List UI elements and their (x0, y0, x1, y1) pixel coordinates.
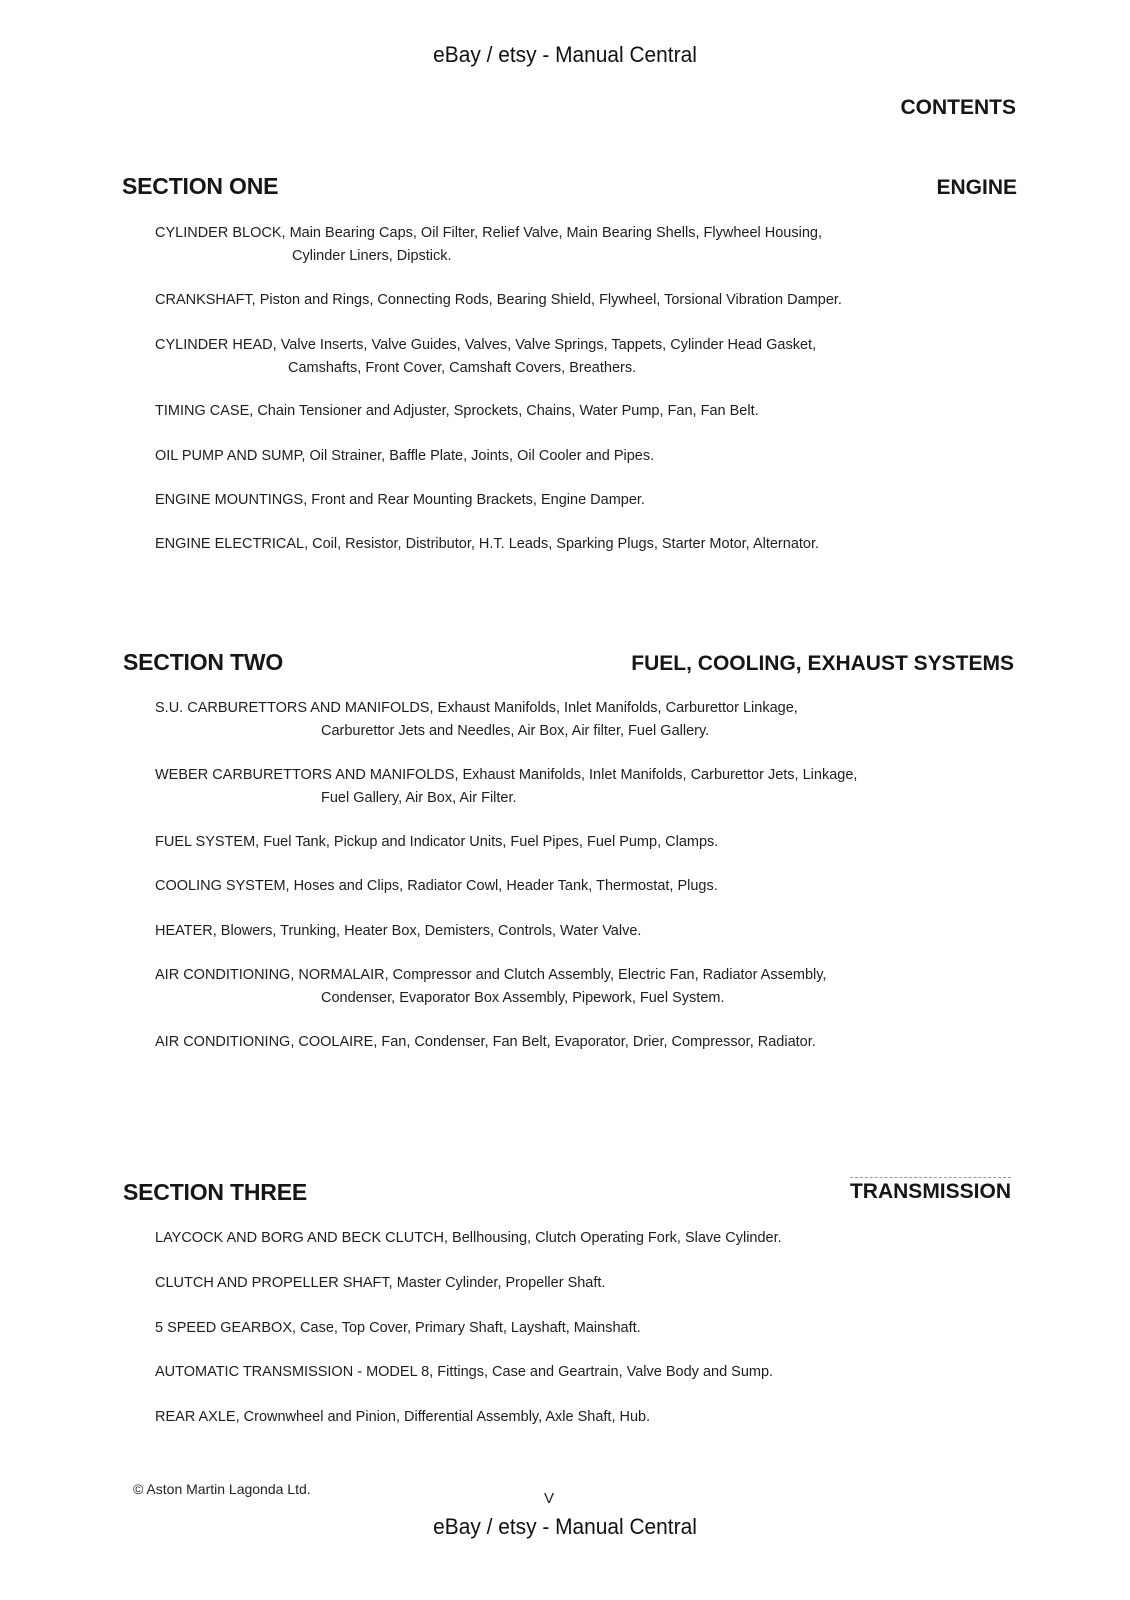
toc-entry: LAYCOCK AND BORG AND BECK CLUTCH, Bellhousing, Clutch Operating Fork, Slave Cylinder. (155, 1230, 782, 1246)
page-number: V (544, 1490, 555, 1507)
toc-entry (155, 334, 816, 380)
section-two-label: SECTION TWO (123, 649, 284, 675)
toc-entry (155, 964, 826, 1010)
section-three-title-text: TRANSMISSION (849, 1180, 1011, 1203)
toc-entry: CRANKSHAFT, Piston and Rings, Connecting Rods, Bearing Shield, Flywheel, Torsional Vibration Damper. (155, 292, 842, 308)
toc-entry (155, 697, 798, 743)
scan-overline (850, 1177, 1011, 1178)
section-one-title: ENGINE (936, 176, 1017, 199)
toc-entry: TIMING CASE, Chain Tensioner and Adjuster, Sprockets, Chains, Water Pump, Fan, Fan Belt. (155, 403, 759, 419)
toc-entry: OIL PUMP AND SUMP, Oil Strainer, Baffle Plate, Joints, Oil Cooler and Pipes. (155, 448, 655, 464)
entry-line: CYLINDER HEAD, Valve Inserts, Valve Guides, Valves, Valve Springs, Tappets, Cylinder Head Gasket, (155, 337, 817, 353)
toc-entry: CLUTCH AND PROPELLER SHAFT, Master Cylinder, Propeller Shaft. (155, 1275, 606, 1291)
toc-entry: AIR CONDITIONING, COOLAIRE, Fan, Condenser, Fan Belt, Evaporator, Drier, Compressor, Radiator. (155, 1034, 816, 1050)
section-three-label: SECTION THREE (123, 1179, 307, 1205)
toc-entry: FUEL SYSTEM, Fuel Tank, Pickup and Indicator Units, Fuel Pipes, Fuel Pump, Clamps. (155, 834, 719, 850)
toc-entry: 5 SPEED GEARBOX, Case, Top Cover, Primary Shaft, Layshaft, Mainshaft. (155, 1320, 641, 1336)
entry-continuation: Fuel Gallery, Air Box, Air Filter. (321, 790, 517, 806)
section-one-label: SECTION ONE (122, 173, 279, 199)
entry-line: WEBER CARBURETTORS AND MANIFOLDS, Exhaust Manifolds, Inlet Manifolds, Carburettor Jets, Linkage, (155, 767, 858, 783)
copyright: © Aston Martin Lagonda Ltd. (133, 1481, 311, 1497)
toc-entry: REAR AXLE, Crownwheel and Pinion, Differential Assembly, Axle Shaft, Hub. (155, 1409, 651, 1425)
entry-line: CYLINDER BLOCK, Main Bearing Caps, Oil Filter, Relief Valve, Main Bearing Shells, Flywheel Housing, (155, 225, 822, 241)
toc-entry: COOLING SYSTEM, Hoses and Clips, Radiator Cowl, Header Tank, Thermostat, Plugs. (155, 878, 718, 894)
toc-entry (155, 764, 857, 810)
entry-continuation: Condenser, Evaporator Box Assembly, Pipework, Fuel System. (321, 990, 725, 1006)
section-two-title: FUEL, COOLING, EXHAUST SYSTEMS (631, 652, 1014, 675)
page-title: CONTENTS (900, 96, 1016, 119)
entry-continuation: Cylinder Liners, Dipstick. (292, 248, 452, 264)
toc-entry (155, 222, 822, 268)
watermark-top: eBay / etsy - Manual Central (433, 42, 697, 67)
watermark-bottom: eBay / etsy - Manual Central (433, 1514, 697, 1539)
section-three-title (850, 1180, 1011, 1204)
toc-entry: ENGINE ELECTRICAL, Coil, Resistor, Distributor, H.T. Leads, Sparking Plugs, Starter Motor, Alternator. (155, 536, 820, 552)
entry-continuation: Carburettor Jets and Needles, Air Box, Air filter, Fuel Gallery. (321, 723, 710, 739)
entry-line: S.U. CARBURETTORS AND MANIFOLDS, Exhaust Manifolds, Inlet Manifolds, Carburettor Linkage, (155, 700, 798, 716)
entry-line: AIR CONDITIONING, NORMALAIR, Compressor and Clutch Assembly, Electric Fan, Radiator Assembly, (155, 967, 827, 983)
toc-entry: HEATER, Blowers, Trunking, Heater Box, Demisters, Controls, Water Valve. (155, 923, 642, 939)
toc-entry: ENGINE MOUNTINGS, Front and Rear Mounting Brackets, Engine Damper. (155, 492, 645, 508)
entry-continuation: Camshafts, Front Cover, Camshaft Covers, Breathers. (288, 360, 637, 376)
toc-entry: AUTOMATIC TRANSMISSION - MODEL 8, Fittings, Case and Geartrain, Valve Body and Sump. (155, 1364, 774, 1380)
